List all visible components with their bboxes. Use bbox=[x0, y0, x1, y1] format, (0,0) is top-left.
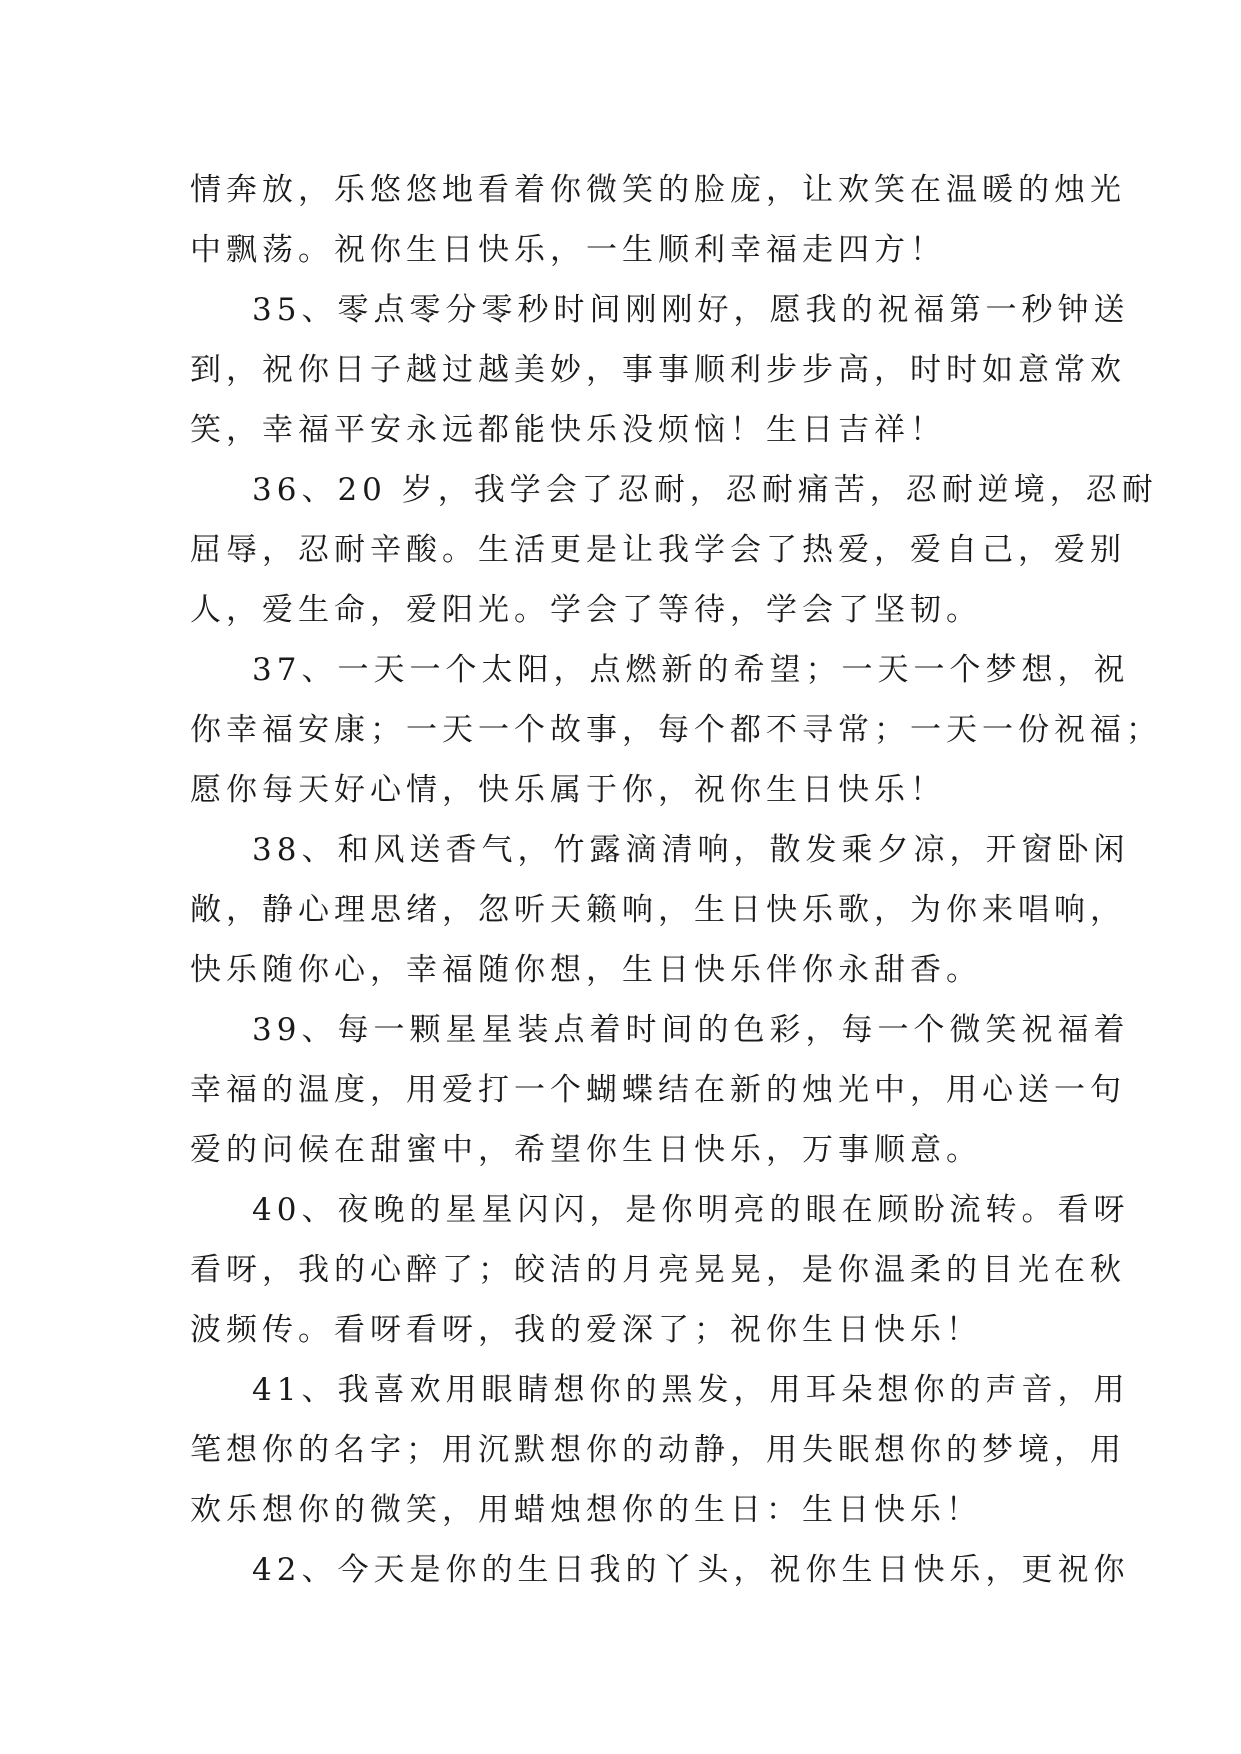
text-line: 笔想你的名字；用沉默想你的动静，用失眠想你的梦境，用 bbox=[190, 1432, 1126, 1468]
text-line: 38、和风送香气，竹露滴清响，散发乘夕凉，开窗卧闲 bbox=[252, 832, 1130, 868]
paragraph-36 bbox=[190, 460, 1158, 640]
paragraph-35 bbox=[190, 280, 1130, 460]
text-line: 情奔放，乐悠悠地看着你微笑的脸庞，让欢笑在温暖的烛光 bbox=[190, 172, 1126, 208]
text-line: 看呀，我的心醉了；皎洁的月亮晃晃，是你温柔的目光在秋 bbox=[190, 1252, 1126, 1288]
paragraph-41 bbox=[190, 1360, 1130, 1540]
text-line: 中飘荡。祝你生日快乐，一生顺利幸福走四方！ bbox=[190, 232, 946, 268]
text-line: 40、夜晚的星星闪闪，是你明亮的眼在顾盼流转。看呀 bbox=[252, 1192, 1130, 1228]
paragraph-34-continued bbox=[190, 160, 1126, 280]
text-line: 37、一天一个太阳，点燃新的希望；一天一个梦想，祝 bbox=[252, 652, 1130, 688]
paragraph-37 bbox=[190, 640, 1162, 820]
text-line: 屈辱，忍耐辛酸。生活更是让我学会了热爱，爱自己，爱别 bbox=[190, 532, 1126, 568]
text-line: 幸福的温度，用爱打一个蝴蝶结在新的烛光中，用心送一句 bbox=[190, 1072, 1126, 1108]
text-line: 42、今天是你的生日我的丫头，祝你生日快乐，更祝你 bbox=[252, 1552, 1130, 1588]
text-line: 笑，幸福平安永远都能快乐没烦恼！生日吉祥！ bbox=[190, 412, 946, 448]
paragraph-42 bbox=[190, 1540, 1130, 1600]
text-line: 36、20 岁，我学会了忍耐，忍耐痛苦，忍耐逆境，忍耐 bbox=[252, 472, 1158, 508]
text-line: 35、零点零分零秒时间刚刚好，愿我的祝福第一秒钟送 bbox=[252, 292, 1130, 328]
text-line: 41、我喜欢用眼睛想你的黑发，用耳朵想你的声音，用 bbox=[252, 1372, 1130, 1408]
text-line: 你幸福安康；一天一个故事，每个都不寻常；一天一份祝福； bbox=[190, 712, 1162, 748]
text-line: 波频传。看呀看呀，我的爱深了；祝你生日快乐！ bbox=[190, 1312, 982, 1348]
text-line: 爱的问候在甜蜜中，希望你生日快乐，万事顺意。 bbox=[190, 1132, 982, 1168]
text-line: 快乐随你心，幸福随你想，生日快乐伴你永甜香。 bbox=[190, 952, 982, 988]
text-line: 39、每一颗星星装点着时间的色彩，每一个微笑祝福着 bbox=[252, 1012, 1130, 1048]
text-line: 到，祝你日子越过越美妙，事事顺利步步高，时时如意常欢 bbox=[190, 352, 1126, 388]
paragraph-39 bbox=[190, 1000, 1130, 1180]
text-line: 愿你每天好心情，快乐属于你，祝你生日快乐！ bbox=[190, 772, 946, 808]
document-body bbox=[190, 160, 1162, 1600]
text-line: 欢乐想你的微笑，用蜡烛想你的生日：生日快乐！ bbox=[190, 1492, 982, 1528]
paragraph-40 bbox=[190, 1180, 1130, 1360]
text-line: 敞，静心理思绪，忽听天籁响，生日快乐歌，为你来唱响， bbox=[190, 892, 1126, 928]
paragraph-38 bbox=[190, 820, 1130, 1000]
text-line: 人，爱生命，爱阳光。学会了等待，学会了坚韧。 bbox=[190, 592, 982, 628]
